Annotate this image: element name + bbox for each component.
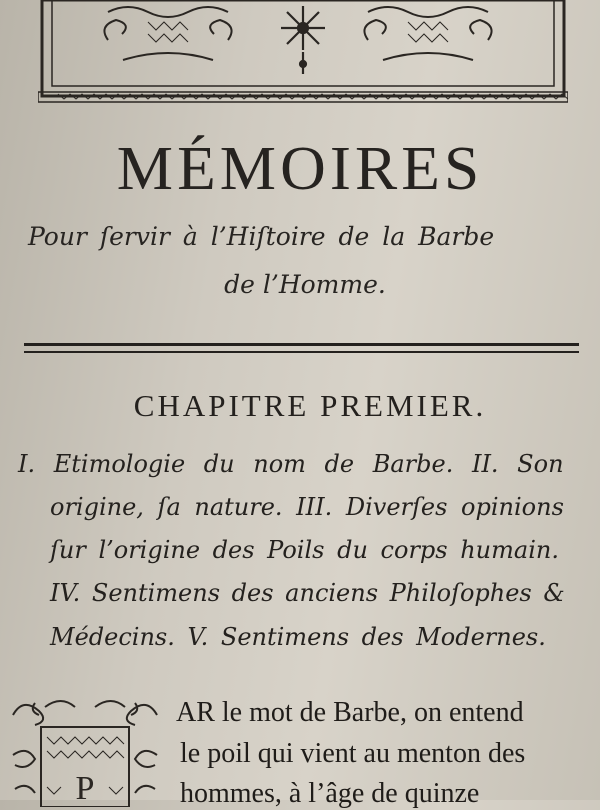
double-rule-divider (24, 343, 579, 353)
chapter-summary-line: I. Etimologie du nom de Barbe. II. Son (18, 450, 564, 478)
subtitle-line-2: de l’Homme. (224, 270, 386, 299)
body-text-line: le poil qui vient au menton des (180, 738, 526, 769)
header-ornament-icon (38, 0, 568, 104)
decorated-initial-icon (5, 697, 165, 807)
subtitle-line-1: Pour ſervir à l’Hiſtoire de la Barbe (28, 222, 495, 251)
chapter-summary-line: IV. Sentimens des anciens Philoſophes & (50, 579, 565, 607)
chapter-summary-line: Médecins. V. Sentimens des Modernes. (50, 623, 546, 651)
chapter-heading: CHAPITRE PREMIER. (133, 388, 487, 423)
chapter-summary-line: ſur l’origine des Poils du corps humain. (50, 536, 559, 564)
body-text-line: hommes, à l’âge de quinze (180, 778, 480, 809)
dropcap-letter: P (75, 770, 95, 807)
body-text-line: AR le mot de Barbe, on entend (176, 697, 524, 728)
chapter-summary-line: origine, ſa nature. III. Diverſes opinions (50, 493, 564, 521)
book-title: MÉMOIRES (116, 135, 484, 203)
